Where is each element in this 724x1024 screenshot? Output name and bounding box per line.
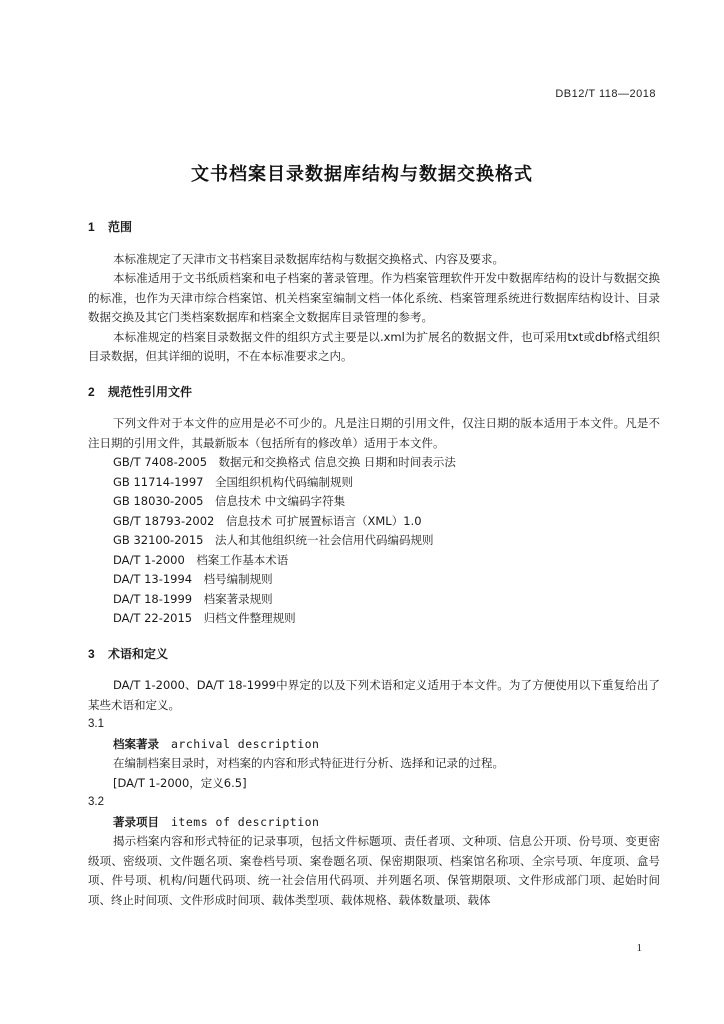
term-number: 3.2 [88, 796, 104, 808]
paragraph: 本标准规定的档案目录数据文件的组织方式主要是以.xml为扩展名的数据文件，也可采用txt或dbf格式组织目录数据，但其详细的说明，不在本标准要求之内。 [88, 329, 660, 363]
section-number: 1 [88, 220, 95, 234]
term-source: [DA/T 1-2000，定义6.5] [113, 775, 247, 790]
term-name [88, 813, 660, 833]
reference-item: DA/T 22-2015 归档文件整理规则 [113, 611, 296, 625]
term-name-zh: 档案著录 [113, 736, 159, 751]
paragraph: 本标准规定了天津市文书档案目录数据库结构与数据交换格式、内容及要求。 [113, 251, 504, 266]
term-name-zh: 著录项目 [113, 814, 159, 829]
term-name-en: items of description [171, 814, 320, 829]
term-definition: 揭示档案内容和形式特征的记录事项，包括文件标题项、责任者项、文种项、信息公开项、份号项、变更密级项、密级项、文件题名项、案卷档号项、案卷题名项、保密期限项、档案馆名称项、全宗号项、年度项、盒号项、件号项、机构/问题代码项、统一社会信用代码项、并列题名项、保管期限项、文件形成部门项、起始时间项、终止时间项、文件形成时间项、载体类型项、载体规格、载体数量项、载体 [88, 834, 660, 907]
document-body [88, 218, 660, 910]
term-definition: 在编制档案目录时，对档案的内容和形式特征进行分析、选择和记录的过程。 [113, 756, 504, 770]
reference-item: DA/T 1-2000 档案工作基本术语 [113, 552, 289, 567]
section-title: 术语和定义 [108, 646, 169, 661]
section-3-heading [88, 645, 660, 665]
section-title: 范围 [108, 220, 133, 234]
page-number: 1 [636, 942, 642, 954]
paragraph: 本标准适用于文书纸质档案和电子档案的著录管理。作为档案管理软件开发中数据库结构的设计与数据交换的标准，也作为天津市综合档案馆、机关档案室编制文档一体化系统、档案管理系统进行数据库结构设计、目录数据交换及其它门类档案数据库和档案全文数据库目录管理的参考。 [88, 271, 660, 324]
reference-item: DA/T 13-1994 档号编制规则 [113, 572, 273, 586]
term-name-en: archival description [171, 736, 320, 751]
paragraph: DA/T 1-2000、DA/T 18-1999中界定的以及下列术语和定义适用于本文件。为了方便使用以下重复给出了某些术语和定义。 [88, 678, 660, 712]
reference-item: GB/T 18793-2002 信息技术 可扩展置标语言（XML）1.0 [113, 513, 422, 528]
reference-item: GB 32100-2015 法人和其他组织统一社会信用代码编码规则 [113, 533, 434, 547]
term-number: 3.1 [88, 718, 104, 730]
reference-item: GB 18030-2005 信息技术 中文编码字符集 [113, 494, 346, 508]
reference-item: GB 11714-1997 全国组织机构代码编制规则 [113, 474, 353, 489]
section-number: 2 [88, 384, 95, 399]
section-number: 3 [88, 646, 95, 661]
reference-item: GB/T 7408-2005 数据元和交换格式 信息交换 日期和时间表示法 [113, 455, 456, 469]
reference-item: DA/T 18-1999 档案著录规则 [113, 591, 273, 606]
section-2-heading [88, 383, 660, 403]
section-title: 规范性引用文件 [108, 384, 193, 399]
section-1-heading [88, 218, 660, 238]
term-name [88, 735, 660, 755]
paragraph: 下列文件对于本文件的应用是必不可少的。凡是注日期的引用文件，仅注日期的版本适用于本文件。凡是不注日期的引用文件，其最新版本（包括所有的修改单）适用于本文件。 [88, 416, 660, 450]
document-title: 文书档案目录数据库结构与数据交换格式 [191, 164, 533, 185]
reference-list [88, 453, 660, 629]
document-code: DB12/T 118—2018 [555, 88, 656, 100]
